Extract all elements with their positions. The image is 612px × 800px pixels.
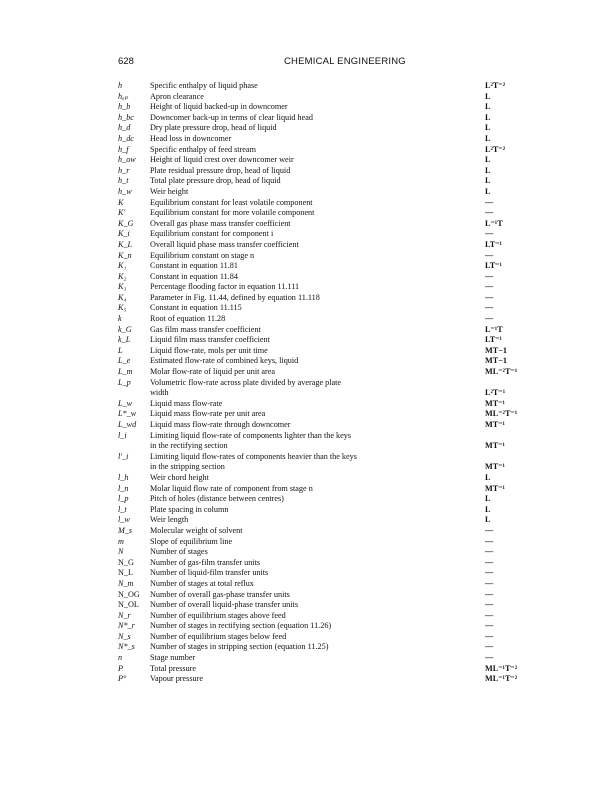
symbol: N_OL	[118, 600, 139, 610]
page-header	[118, 56, 498, 72]
nomenclature-row	[118, 642, 518, 653]
symbol: h_ow	[118, 155, 136, 165]
nomenclature-row	[118, 664, 518, 675]
nomenclature-row	[118, 367, 518, 378]
nomenclature-row	[118, 526, 518, 537]
nomenclature-row	[118, 399, 518, 410]
nomenclature-row	[118, 505, 518, 516]
nomenclature-row	[118, 568, 518, 579]
description: Apron clearance	[150, 91, 204, 101]
description: Constant in equation 11.84	[150, 271, 238, 281]
symbol: K_i	[118, 229, 130, 239]
description: Estimated flow-rate of combined keys, liquid	[150, 356, 299, 366]
nomenclature-row	[118, 611, 518, 622]
description: Liquid mass flow-rate per unit area	[150, 409, 266, 419]
description: Overall liquid phase mass transfer coefficient	[150, 239, 299, 249]
description-line-1: Volumetric flow-rate across plate divided by average plate	[150, 377, 342, 387]
dimensions: L⁻¹T	[485, 324, 503, 334]
nomenclature-row	[118, 632, 518, 643]
symbol: K₃	[118, 282, 127, 292]
symbol: K′	[118, 208, 126, 218]
description-line-2: width	[150, 388, 169, 398]
description: Slope of equilibrium line	[150, 536, 233, 546]
dimensions: —	[485, 631, 494, 641]
dimensions: —	[485, 229, 494, 239]
description: Liquid film mass transfer coefficient	[150, 335, 270, 345]
description-line-1: Limiting liquid flow-rate of components lighter than the keys	[150, 430, 352, 440]
symbol: l_i	[118, 430, 127, 440]
nomenclature-row	[118, 431, 518, 452]
symbol: P°	[118, 674, 127, 684]
description: Number of stages	[150, 547, 208, 557]
nomenclature-row	[118, 325, 518, 336]
description: Number of liquid-film transfer units	[150, 568, 269, 578]
description: Number of overall gas-phase transfer units	[150, 589, 290, 599]
symbol: N_s	[118, 631, 131, 641]
dimensions: L	[485, 102, 491, 112]
symbol: h_b	[118, 102, 131, 112]
dimensions: —	[485, 303, 494, 313]
symbol: K_G	[118, 218, 134, 228]
dimensions: —	[485, 621, 494, 631]
dimensions: MT−1	[485, 356, 507, 366]
nomenclature-row	[118, 92, 518, 103]
symbol: h_bc	[118, 112, 134, 122]
symbol: l_h	[118, 472, 129, 482]
description: Total plate pressure drop, head of liquid	[150, 176, 281, 186]
nomenclature-row	[118, 378, 518, 399]
description: Molar flow-rate of liquid per unit area	[150, 367, 276, 377]
nomenclature-row	[118, 653, 518, 664]
nomenclature-list	[118, 81, 518, 685]
nomenclature-row	[118, 166, 518, 177]
nomenclature-row	[118, 356, 518, 367]
symbol: L*_w	[118, 409, 137, 419]
nomenclature-row	[118, 537, 518, 548]
dimensions: L	[485, 504, 491, 514]
description: Height of liquid backed-up in downcomer	[150, 102, 288, 112]
description: Plate residual pressure drop, head of liquid	[150, 165, 291, 175]
description: Number of equilibrium stages below feed	[150, 631, 287, 641]
nomenclature-row	[118, 473, 518, 484]
dimensions: LT⁻¹	[485, 335, 502, 345]
nomenclature-row	[118, 515, 518, 526]
nomenclature-row	[118, 102, 518, 113]
description: Molecular weight of solvent	[150, 525, 243, 535]
nomenclature-row	[118, 409, 518, 420]
description: Equilibrium constant for more volatile component	[150, 208, 315, 218]
dimensions: MT⁻¹	[485, 441, 505, 451]
symbol: h	[118, 81, 123, 90]
symbol: hₐₚ	[118, 91, 128, 101]
nomenclature-row	[118, 134, 518, 145]
description	[150, 378, 480, 399]
description: Number of gas-film transfer units	[150, 557, 261, 567]
symbol: K₄	[118, 292, 127, 302]
nomenclature-row	[118, 579, 518, 590]
description-line-2: in the rectifying section	[150, 441, 228, 451]
dimensions: —	[485, 536, 494, 546]
symbol: N_L	[118, 568, 134, 578]
dimensions: L	[485, 112, 491, 122]
dimensions: —	[485, 642, 494, 652]
dimensions: L	[485, 472, 491, 482]
dimensions: L	[485, 515, 491, 525]
nomenclature-row	[118, 484, 518, 495]
dimensions: L	[485, 494, 491, 504]
symbol: N*_r	[118, 621, 135, 631]
description: Weir height	[150, 186, 189, 196]
description: Constant in equation 11.81	[150, 261, 238, 271]
symbol: h_t	[118, 176, 129, 186]
nomenclature-row	[118, 590, 518, 601]
dimensions: L⁻¹T	[485, 218, 503, 228]
dimensions: L	[485, 155, 491, 165]
nomenclature-row	[118, 187, 518, 198]
description: Parameter in Fig. 11.44, defined by equation 11.118	[150, 292, 320, 302]
dimensions: MT⁻¹	[485, 398, 505, 408]
symbol: N	[118, 547, 124, 557]
nomenclature-row	[118, 335, 518, 346]
dimensions: MT⁻¹	[485, 483, 505, 493]
description: Dry plate pressure drop, head of liquid	[150, 123, 277, 133]
symbol: M_s	[118, 525, 133, 535]
description: Percentage flooding factor in equation 11.111	[150, 282, 300, 292]
description: Molar liquid flow rate of component from stage n	[150, 483, 313, 493]
nomenclature-row	[118, 303, 518, 314]
description: Root of equation 11.28	[150, 314, 226, 324]
symbol: L_p	[118, 377, 131, 387]
nomenclature-row	[118, 314, 518, 325]
dimensions: ML⁻¹T⁻²	[485, 674, 518, 684]
description: Overall gas phase mass transfer coefficient	[150, 218, 291, 228]
dimensions: —	[485, 314, 494, 324]
description-line-2: in the stripping section	[150, 462, 225, 472]
description: Pitch of holes (distance between centres)	[150, 494, 284, 504]
nomenclature-row	[118, 113, 518, 124]
symbol: l_w	[118, 515, 130, 525]
dimensions: ML⁻²T⁻¹	[485, 409, 518, 419]
symbol: h_w	[118, 186, 132, 196]
description: Plate spacing in column	[150, 504, 229, 514]
symbol: h_dc	[118, 133, 134, 143]
symbol: N_m	[118, 578, 134, 588]
symbol: k_G	[118, 324, 132, 334]
description: Weir chord height	[150, 472, 209, 482]
nomenclature-row	[118, 494, 518, 505]
nomenclature-row	[118, 261, 518, 272]
symbol: K_n	[118, 250, 132, 260]
nomenclature-row	[118, 123, 518, 134]
symbol: L_w	[118, 398, 133, 408]
dimensions: —	[485, 568, 494, 578]
nomenclature-row	[118, 420, 518, 431]
symbol: L	[118, 345, 123, 355]
nomenclature-row	[118, 176, 518, 187]
description: Number of overall liquid-phase transfer units	[150, 600, 299, 610]
description: Weir length	[150, 515, 189, 525]
description	[150, 431, 480, 452]
description: Total pressure	[150, 663, 197, 673]
symbol: L_m	[118, 367, 133, 377]
symbol: P	[118, 663, 124, 673]
dimensions: LT⁻¹	[485, 261, 502, 271]
symbol: K₂	[118, 271, 127, 281]
symbol: l_p	[118, 494, 129, 504]
dimensions: MT⁻¹	[485, 462, 505, 472]
dimensions: L	[485, 165, 491, 175]
symbol: m	[118, 536, 124, 546]
description: Equilibrium constant for least volatile component	[150, 197, 313, 207]
dimensions: ML⁻¹T⁻²	[485, 663, 518, 673]
dimensions: MT−1	[485, 345, 507, 355]
symbol: K_L	[118, 239, 133, 249]
dimensions: L	[485, 133, 491, 143]
page-number: 628	[118, 56, 134, 67]
dimensions: —	[485, 271, 494, 281]
description: Liquid flow-rate, mols per unit time	[150, 345, 268, 355]
symbol: N*_s	[118, 642, 135, 652]
dimensions: —	[485, 292, 494, 302]
symbol: l_n	[118, 483, 129, 493]
dimensions: LT⁻¹	[485, 239, 502, 249]
description: Number of equilibrium stages above feed	[150, 610, 286, 620]
description: Liquid mass flow-rate through downcomer	[150, 420, 291, 429]
symbol: L_e	[118, 356, 131, 366]
description: Head loss in downcomer	[150, 133, 232, 143]
dimensions: —	[485, 547, 494, 557]
dimensions: L²T⁻²	[485, 81, 506, 90]
description-line-1: Limiting liquid flow-rates of components heavier than the keys	[150, 451, 357, 461]
symbol: h_d	[118, 123, 131, 133]
description: Equilibrium constant for component i	[150, 229, 274, 239]
nomenclature-row	[118, 547, 518, 558]
nomenclature-row	[118, 621, 518, 632]
nomenclature-row	[118, 208, 518, 219]
symbol: h_f	[118, 144, 129, 154]
description: Downcomer back-up in terms of clear liquid head	[150, 112, 314, 122]
running-title: CHEMICAL ENGINEERING	[284, 56, 406, 67]
nomenclature-row	[118, 240, 518, 251]
description: Number of stages in stripping section (equation 11.25)	[150, 642, 329, 652]
dimensions: —	[485, 557, 494, 567]
dimensions: —	[485, 282, 494, 292]
dimensions: —	[485, 208, 494, 218]
symbol: K₁	[118, 261, 127, 271]
dimensions: —	[485, 578, 494, 588]
nomenclature-row	[118, 155, 518, 166]
symbol: l′_i	[118, 451, 129, 461]
nomenclature-row	[118, 145, 518, 156]
dimensions: L²T⁻²	[485, 144, 506, 154]
description: Number of stages at total reflux	[150, 578, 254, 588]
symbol: N_OG	[118, 589, 140, 599]
dimensions: ML⁻²T⁻¹	[485, 367, 518, 377]
description: Equilibrium constant on stage n	[150, 250, 255, 260]
symbol: n	[118, 653, 123, 663]
nomenclature-row	[118, 452, 518, 473]
nomenclature-row	[118, 558, 518, 569]
dimensions: L	[485, 91, 491, 101]
nomenclature-row	[118, 600, 518, 611]
nomenclature-row	[118, 293, 518, 304]
description: Specific enthalpy of feed stream	[150, 144, 256, 154]
dimensions: L	[485, 123, 491, 133]
nomenclature-row	[118, 674, 518, 685]
description: Number of stages in rectifying section (equation 11.26)	[150, 621, 332, 631]
dimensions: —	[485, 589, 494, 599]
dimensions: MT⁻¹	[485, 420, 505, 429]
dimensions: —	[485, 525, 494, 535]
dimensions: —	[485, 250, 494, 260]
nomenclature-row	[118, 282, 518, 293]
description: Height of liquid crest over downcomer weir	[150, 155, 294, 165]
symbol: N_r	[118, 610, 131, 620]
dimensions: L²T⁻¹	[485, 388, 506, 398]
nomenclature-row	[118, 81, 518, 92]
dimensions: L	[485, 186, 491, 196]
dimensions: L	[485, 176, 491, 186]
description: Constant in equation 11.115	[150, 303, 242, 313]
description: Specific enthalpy of liquid phase	[150, 81, 258, 90]
dimensions: —	[485, 197, 494, 207]
symbol: K₅	[118, 303, 127, 313]
symbol: K	[118, 197, 124, 207]
description: Vapour pressure	[150, 674, 203, 684]
symbol: l_t	[118, 504, 127, 514]
dimensions: —	[485, 610, 494, 620]
nomenclature-row	[118, 251, 518, 262]
dimensions: —	[485, 600, 494, 610]
symbol: N_G	[118, 557, 134, 567]
symbol: h_r	[118, 165, 130, 175]
description: Stage number	[150, 653, 196, 663]
description: Gas film mass transfer coefficient	[150, 324, 261, 334]
nomenclature-row	[118, 198, 518, 209]
symbol: L_wd	[118, 420, 137, 429]
nomenclature-row	[118, 272, 518, 283]
nomenclature-row	[118, 346, 518, 357]
symbol: k_L	[118, 335, 131, 345]
dimensions: —	[485, 653, 494, 663]
description	[150, 452, 480, 473]
nomenclature-row	[118, 219, 518, 230]
nomenclature-row	[118, 229, 518, 240]
symbol: k	[118, 314, 122, 324]
description: Liquid mass flow-rate	[150, 398, 223, 408]
